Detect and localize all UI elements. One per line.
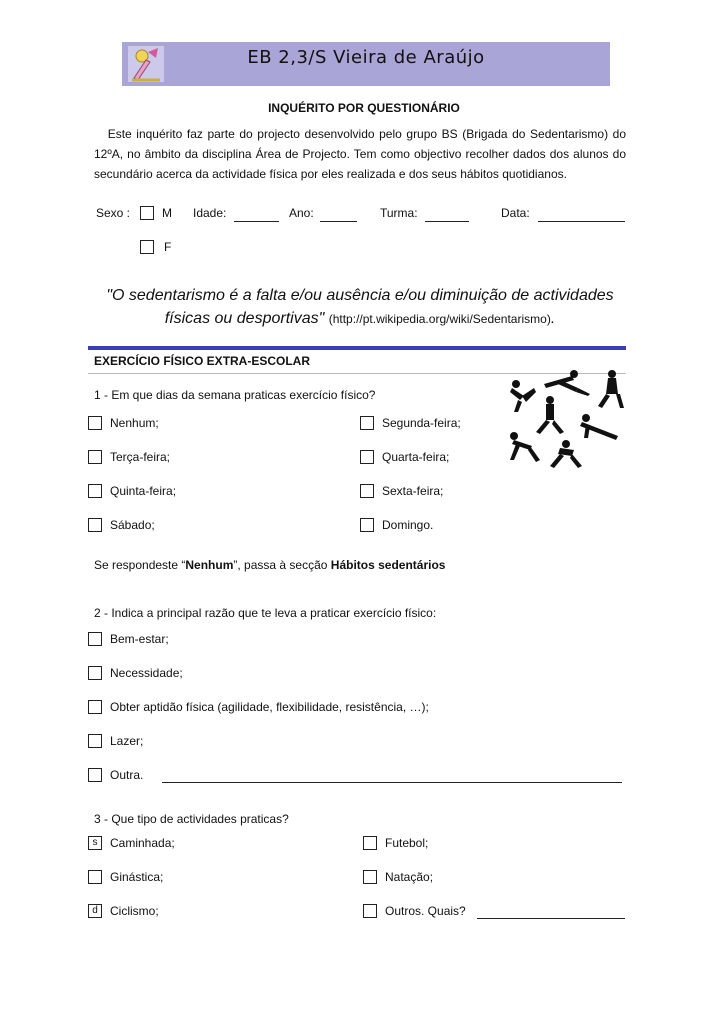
school-name: EB 2,3/S Vieira de Araújo — [247, 47, 485, 68]
q1-quinta-checkbox[interactable] — [88, 484, 102, 498]
sexo-m-checkbox[interactable] — [140, 206, 154, 220]
q1-option-label: Terça-feira; — [110, 450, 171, 464]
q3-option-label: Ciclismo; — [110, 904, 159, 918]
q3-ginastica-checkbox[interactable] — [88, 870, 102, 884]
q2-aptidao-checkbox[interactable] — [88, 700, 102, 714]
q2-option-label: Lazer; — [110, 734, 144, 748]
sexo-m-label: M — [162, 206, 172, 220]
q1-option-label: Quinta-feira; — [110, 484, 177, 498]
q1-note-bold: Hábitos sedentários — [330, 558, 446, 572]
q3-question: 3 - Que tipo de actividades praticas? — [94, 812, 289, 826]
q2-option-label: Bem-estar; — [110, 632, 169, 646]
q3-option-label: Caminhada; — [110, 836, 175, 850]
q2-necessidade-checkbox[interactable] — [88, 666, 102, 680]
q1-option-label: Nenhum; — [110, 416, 159, 430]
q3-caminhada-checkbox[interactable]: s — [88, 836, 102, 850]
data-field[interactable] — [538, 221, 625, 222]
form-title: INQUÉRITO POR QUESTIONÁRIO — [268, 101, 460, 115]
q1-option-label: Quarta-feira; — [382, 450, 450, 464]
q3-outros-field[interactable] — [477, 918, 625, 919]
q2-outra-field[interactable] — [162, 782, 622, 783]
q1-note-text: ”, passa à secção — [233, 558, 331, 572]
section-title: EXERCÍCIO FÍSICO EXTRA-ESCOLAR — [94, 354, 311, 368]
q2-outra-checkbox[interactable] — [88, 768, 102, 782]
idade-field[interactable] — [234, 221, 279, 222]
q1-sexta-checkbox[interactable] — [360, 484, 374, 498]
q3-option-label: Outros. Quais? — [385, 904, 466, 918]
q1-option-label: Sexta-feira; — [382, 484, 444, 498]
q1-segunda-checkbox[interactable] — [360, 416, 374, 430]
q3-outros-checkbox[interactable] — [363, 904, 377, 918]
q2-option-label: Necessidade; — [110, 666, 183, 680]
q2-question: 2 - Indica a principal razão que te leva a praticar exercício físico: — [94, 606, 437, 620]
q1-skip-note — [94, 558, 445, 572]
sexo-label: Sexo : — [96, 206, 131, 220]
idade-label: Idade: — [193, 206, 227, 220]
school-logo-icon — [126, 44, 166, 84]
q2-option-label: Outra. — [110, 768, 144, 782]
ano-label: Ano: — [289, 206, 314, 220]
q2-option-label: Obter aptidão física (agilidade, flexibilidade, resistência, …); — [110, 700, 429, 714]
q1-domingo-checkbox[interactable] — [360, 518, 374, 532]
q1-note-bold: Nenhum — [185, 558, 234, 572]
turma-label: Turma: — [380, 206, 418, 220]
q1-option-label: Segunda-feira; — [382, 416, 461, 430]
data-label: Data: — [501, 206, 530, 220]
q2-lazer-checkbox[interactable] — [88, 734, 102, 748]
q1-note-text: Se respondeste “ — [94, 558, 186, 572]
q3-option-label: Ginástica; — [110, 870, 164, 884]
exercise-silhouettes-image — [500, 366, 626, 472]
q3-option-label: Natação; — [385, 870, 434, 884]
quote-text: "O sedentarismo é a falta e/ou ausência e/ou diminuição de actividades físicas ou desportivas" — [106, 287, 614, 327]
sedentarism-quote — [94, 284, 626, 331]
header-banner — [122, 42, 610, 86]
q1-option-label: Sábado; — [110, 518, 155, 532]
q3-option-label: Futebol; — [385, 836, 429, 850]
intro-paragraph: Este inquérito faz parte do projecto desenvolvido pelo grupo BS (Brigada do Sedentarismo) do 12ºA, no âmbito da disciplina Área de Projecto. Tem como objectivo recolher dados dos alunos do secundário acerca da actividade física por eles realizada e dos seus hábitos quotidianos. — [94, 127, 630, 181]
q1-question: 1 - Em que dias da semana praticas exercício físico? — [94, 388, 376, 402]
ano-field[interactable] — [320, 221, 357, 222]
q1-nenhum-checkbox[interactable] — [88, 416, 102, 430]
sexo-f-checkbox[interactable] — [140, 240, 154, 254]
q3-ciclismo-checkbox[interactable]: d — [88, 904, 102, 918]
quote-source: (http://pt.wikipedia.org/wiki/Sedentarismo) — [328, 312, 551, 326]
q1-sabado-checkbox[interactable] — [88, 518, 102, 532]
quote-end: . — [550, 310, 556, 327]
sexo-f-label: F — [164, 240, 172, 254]
q3-natacao-checkbox[interactable] — [363, 870, 377, 884]
q1-option-label: Domingo. — [382, 518, 434, 532]
q3-futebol-checkbox[interactable] — [363, 836, 377, 850]
section-divider — [88, 346, 626, 350]
turma-field[interactable] — [425, 221, 469, 222]
q1-terca-checkbox[interactable] — [88, 450, 102, 464]
q2-bem-estar-checkbox[interactable] — [88, 632, 102, 646]
q1-quarta-checkbox[interactable] — [360, 450, 374, 464]
